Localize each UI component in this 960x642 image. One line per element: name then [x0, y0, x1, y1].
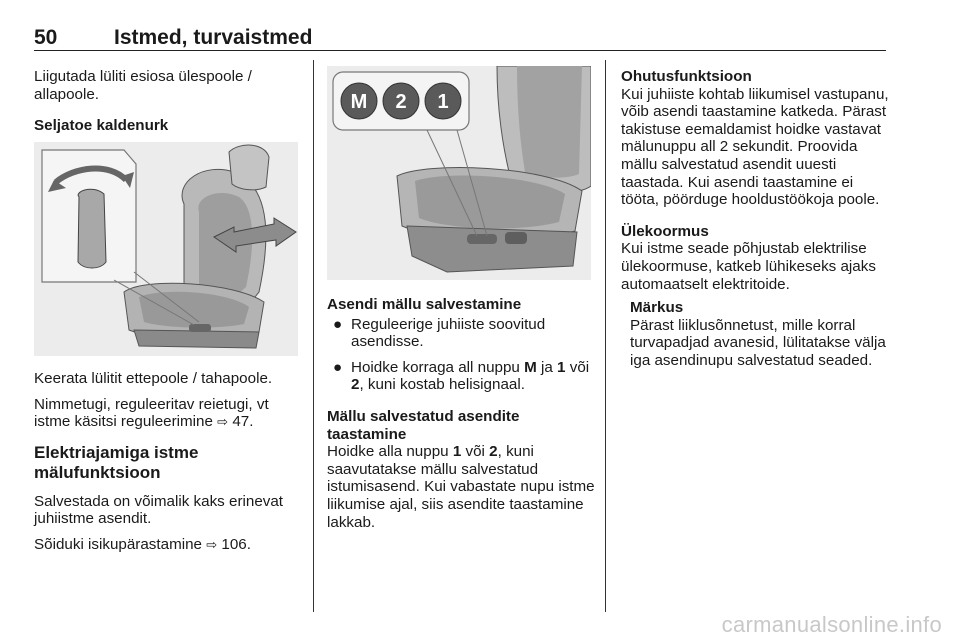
column-left [34, 68, 302, 135]
button-ref-2: 2 [351, 376, 360, 394]
restore-text-a: Hoidke alla nuppu [327, 443, 449, 461]
bullet1-text: Reguleerige juhiiste soovitud asendisse. [351, 315, 546, 351]
button-ref-2: 2 [489, 443, 498, 461]
bullet2-text-b: ja [540, 358, 553, 376]
heading-save-position: Asendi mällu salvestamine [327, 296, 522, 313]
bullet-marker: ● [333, 315, 343, 333]
memory-seat-illustration [327, 66, 591, 280]
intro-text: Liigutada lüliti esiosa ülespoole / allapoole. [34, 68, 252, 103]
reference-arrow-icon: ⇨ [217, 414, 229, 430]
bullet2-text-c: või [569, 358, 590, 376]
heading-memory-function [34, 443, 302, 483]
column-middle [327, 296, 595, 531]
bullet2-text-d: , kuni kostab helisignaal. [359, 376, 525, 394]
heading-restore-line2: taastamine [327, 425, 407, 443]
memory-button-1-label: 1 [437, 91, 449, 113]
equipment-page-ref[interactable]: 106. [221, 535, 251, 553]
heading-restore-positions [327, 408, 595, 443]
figure-memory-buttons [327, 66, 591, 280]
heading-backrest: Seljatoe kaldenurk [34, 117, 169, 135]
rotate-switch-text: Keerata lülitit ettepoole / tahapoole. [34, 370, 273, 387]
column-divider-2 [605, 60, 606, 612]
lumbar-text [34, 396, 302, 431]
bullet2-text-a: Hoidke korraga all nuppu [351, 358, 520, 376]
heading-memory-line1: Elektriajamiga istme [34, 442, 199, 462]
heading-overload: Ülekoormus [621, 222, 709, 240]
page-number: 50 [34, 26, 58, 49]
heading-memory-line2: mälufunktsioon [34, 462, 161, 482]
figure-backrest-seat [34, 142, 298, 356]
header-rule [34, 50, 886, 51]
button-ref-1: 1 [557, 358, 566, 376]
memory-button-m-label: M [350, 91, 368, 113]
equipment-text-body: Sõiduki isikupärastamine [34, 535, 202, 553]
memory-text: Salvestada on võimalik kaks erinevat juhiistme asendit. [34, 492, 284, 528]
restore-text-c: , kuni saavutatakse mällu salvestatud istumisasend. Kui vabastate nupu istme liikumise ajal, siis asendite taastamine lakkab. [327, 443, 595, 531]
page-header [34, 26, 886, 50]
button-ref-m: M [524, 358, 537, 376]
equipment-text [34, 536, 302, 554]
lumbar-page-ref[interactable]: 47. [232, 413, 254, 431]
overload-text: Kui istme seade põhjustab elektrilise ülekoormuse, katkeb lühikeseks ajaks automaatselt elektritoide. [621, 240, 876, 293]
lumbar-text-body: Nimmetugi, reguleeritav reietugi, vt istme käsitsi reguleerimine [34, 395, 269, 431]
bullet-marker: ● [333, 358, 343, 376]
restore-text-b: või [465, 443, 485, 461]
list-item [327, 316, 595, 351]
note-box [621, 299, 889, 369]
reference-arrow-icon: ⇨ [206, 536, 218, 552]
note-text: Pärast liiklusõnnetust, mille korral turvapadjad avanesid, lülitatakse välja iga asendinupu salvestatud seaded. [630, 316, 886, 369]
list-item [327, 359, 595, 394]
heading-safety-function: Ohutusfunktsioon [621, 68, 752, 85]
column-left-lower [34, 370, 302, 554]
safety-text: Kui juhiiste kohtab liikumisel vastupanu, võib asendi taastamine katkeda. Pärast takistuse eemaldamist hoidke vastavat mälunuppu all 2 sekundit. Proovida mällu salvestatud asendit uuesti taastada. Kui asendi taastamine ei tööta, pöörduge hooldustöökoja poole. [621, 85, 889, 209]
memory-button-2-label: 2 [395, 91, 407, 113]
button-ref-1: 1 [452, 443, 462, 461]
chapter-title: Istmed, turvaistmed [114, 26, 313, 49]
heading-restore-line1: Mällu salvestatud asendite [327, 407, 520, 425]
column-right [621, 68, 889, 370]
seat-recline-illustration [34, 142, 298, 356]
note-title: Märkus [630, 299, 684, 317]
restore-text [327, 443, 595, 531]
watermark: carmanualsonline.info [721, 612, 942, 637]
column-divider-1 [313, 60, 314, 612]
